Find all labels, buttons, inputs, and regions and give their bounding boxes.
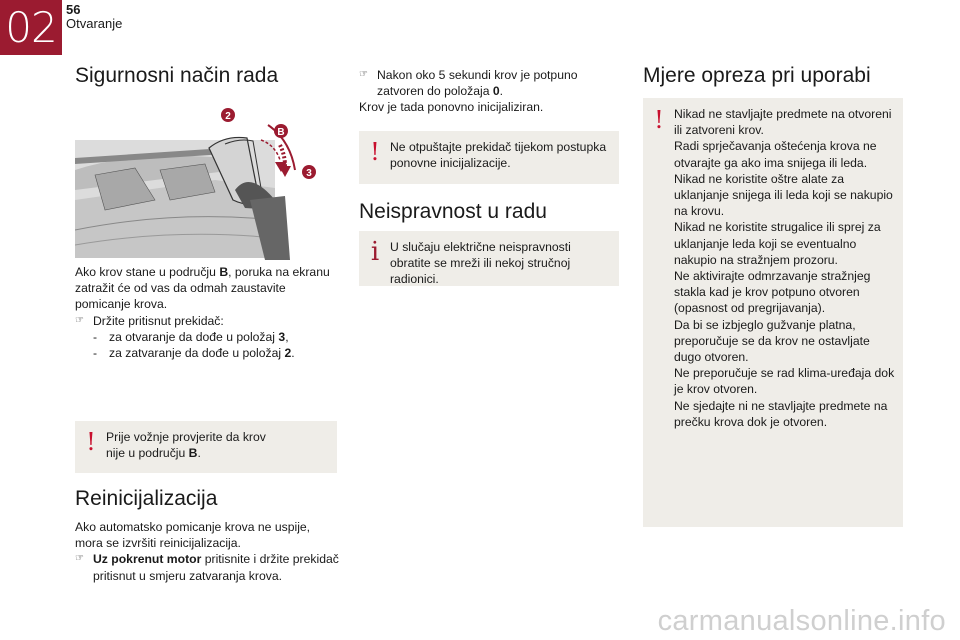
reinitialization-text	[75, 519, 345, 584]
precaution-line: Radi sprječavanja oštećenja krova ne otvarajte ga ako ima snijega ili leda.	[674, 139, 877, 170]
callout-2-label: 2	[225, 111, 231, 122]
bullet-item: ☞ Uz pokrenut motor pritisnite i držite prekidač pritisnut u smjeru zatvaranja krova.	[75, 552, 339, 583]
bullet-item: ☞ Nakon oko 5 sekundi krov je potpuno zatvoren do položaja 0.	[359, 68, 578, 99]
exclamation-icon: !	[370, 138, 380, 166]
reinitialization-continued	[359, 67, 621, 116]
warning-box-reinitialization: ! Ne otpuštajte prekidač tijekom postupka ponovne inicijalizacije.	[359, 131, 619, 184]
page-number: 56	[66, 2, 81, 17]
section-heading-safety-mode: Sigurnosni način rada	[75, 64, 279, 87]
info-box-malfunction: i U slučaju električne neispravnosti obratite se mreži ili nekoj stručnoj radionici.	[359, 231, 619, 286]
info-icon: i	[370, 237, 380, 267]
safety-mode-text	[75, 264, 337, 361]
watermark: carmanualsonline.info	[657, 605, 946, 637]
bullet-item: ☞ Držite pritisnut prekidač:	[75, 313, 224, 328]
precaution-line: Nikad ne koristite strugalice ili sprej za uklanjanje leda koji se eventualno nakupio na stražnjem prozoru.	[674, 220, 881, 267]
warning-box-precautions	[643, 98, 903, 527]
callout-3-label: 3	[306, 168, 312, 179]
section-heading-precautions: Mjere opreza pri uporabi	[643, 64, 871, 87]
warning-box-before-driving: ! Prije vožnje provjerite da krov nije u području B.	[75, 421, 337, 473]
chapter-number: 02	[5, 3, 57, 52]
precaution-line: Nikad ne stavljajte predmete na otvoreni ili zatvoreni krov.	[674, 107, 892, 138]
precaution-line: Da bi se izbjeglo gužvanje platna, preporučuje se da krov ne ostavljate dugo otvoren.	[674, 317, 870, 365]
precaution-line: Ne aktivirajte odmrzavanje stražnjeg stakla kad je krov potpuno otvoren (opasnost od pregrijavanja).	[674, 269, 871, 316]
callout-b-label: B	[277, 127, 285, 138]
dash-item: - za otvaranje da dođe u položaj 3,	[93, 329, 289, 344]
precaution-line: Ne preporučuje se rad klima-uređaja dok je krov otvoren.	[674, 366, 895, 397]
bullet-arrow-icon: ☞	[75, 553, 84, 565]
bullet-arrow-icon: ☞	[75, 314, 84, 326]
paragraph: Ako krov stane u području B, poruka na ekranu zatražit će od vas da odmah zaustavite pomicanje krova.	[75, 265, 330, 312]
chapter-title: Otvaranje	[66, 16, 123, 31]
dash-item: - za zatvaranje da dođe u položaj 2.	[93, 346, 295, 361]
chapter-number-badge	[0, 0, 62, 55]
precaution-line: Nikad ne koristite oštre alate za uklanjanje snijega ili leda koji se nakupio na krovu.	[674, 171, 893, 219]
exclamation-icon: !	[654, 106, 664, 134]
paragraph: Ako automatsko pomicanje krova ne uspije, mora se izvršiti reinicijalizacija.	[75, 520, 311, 551]
bullet-arrow-icon: ☞	[359, 69, 368, 80]
section-heading-malfunction: Neispravnost u radu	[359, 200, 547, 223]
exclamation-icon: !	[86, 428, 96, 456]
precaution-line: Ne sjedajte ni ne stavljajte predmete na prečku krova dok je otvoren.	[674, 398, 888, 429]
paragraph: Krov je tada ponovno inicijaliziran.	[359, 100, 544, 115]
roof-illustration	[75, 100, 335, 260]
section-heading-reinitialization: Reinicijalizacija	[75, 487, 218, 510]
